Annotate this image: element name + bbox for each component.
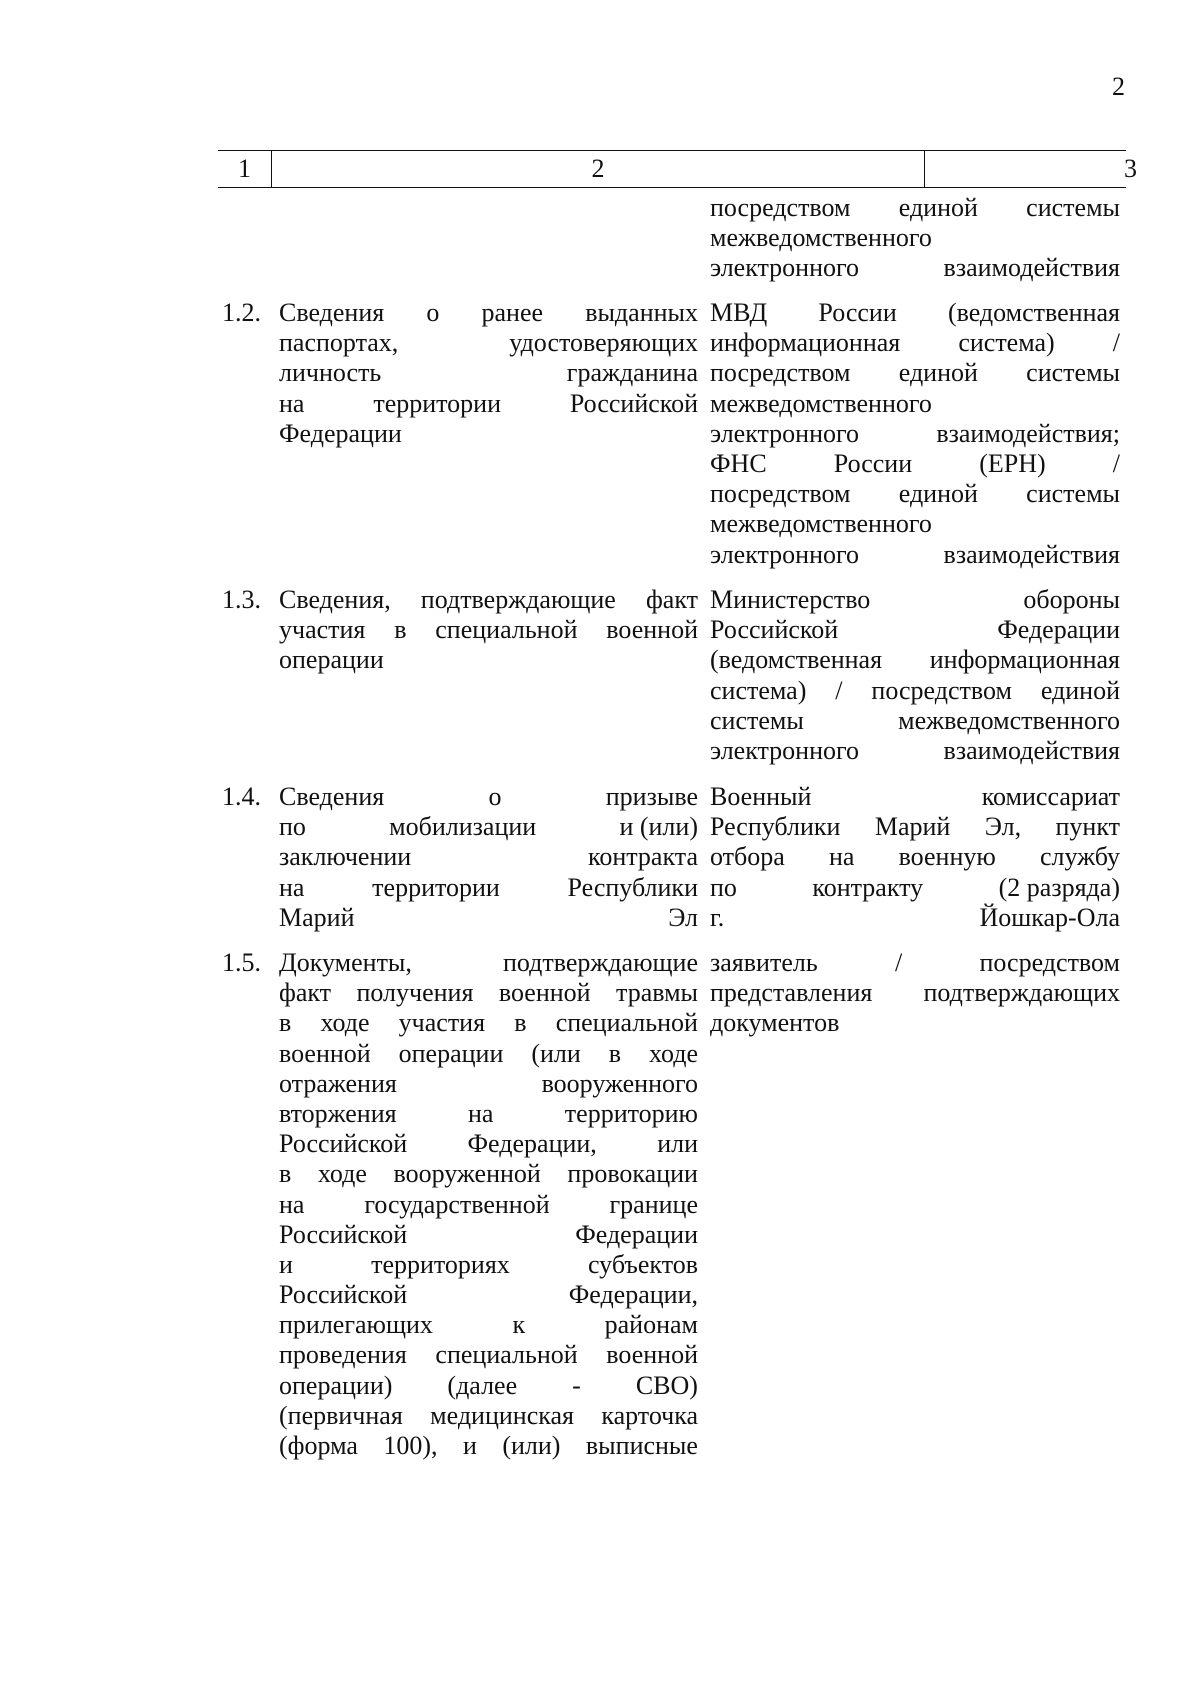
word: мобилизации — [389, 812, 537, 842]
description-line — [279, 1220, 698, 1250]
word: специальной — [435, 615, 578, 645]
word: выданных — [585, 298, 698, 327]
description-line — [279, 842, 698, 872]
word: межведомственного — [710, 388, 932, 418]
word: обороны — [1023, 585, 1120, 614]
word: специальной — [555, 1008, 698, 1038]
description-line — [279, 645, 698, 675]
description-line — [279, 615, 698, 645]
word: Марий Эл — [279, 902, 698, 932]
word: Республики — [710, 812, 841, 842]
word: военной — [498, 978, 591, 1008]
description-line — [279, 782, 698, 812]
row-0-source — [710, 193, 1120, 284]
word: паспортах, — [279, 328, 399, 358]
word: подтверждающих — [923, 978, 1120, 1008]
word: по — [279, 812, 306, 842]
word: подтверждающие — [502, 948, 698, 977]
word: границе — [609, 1189, 698, 1219]
source-line — [710, 328, 1120, 358]
word: межведомственного — [710, 223, 932, 253]
row-4-description — [279, 948, 698, 1461]
source-line — [710, 873, 1120, 903]
word: Российской — [279, 1280, 408, 1310]
word: специальной — [435, 1340, 578, 1370]
word: участия — [279, 615, 366, 645]
header-col-2: 2 — [271, 151, 925, 187]
word: электронного взаимодействия — [710, 539, 1120, 569]
word: медицинская — [430, 1400, 574, 1430]
source-line — [710, 479, 1120, 509]
source-line — [710, 948, 1120, 978]
word: комиссариат — [981, 782, 1120, 811]
word: система) — [958, 328, 1055, 358]
word: системы — [710, 705, 804, 735]
word: или — [657, 1129, 698, 1159]
description-line — [279, 1250, 698, 1280]
description-line — [279, 389, 698, 419]
page-number: 2 — [1112, 72, 1125, 101]
word: информационная — [929, 645, 1120, 675]
word: (2 разряда) — [998, 872, 1120, 902]
word: единой — [898, 358, 978, 388]
word: военную — [898, 842, 996, 872]
word: Федерации, — [467, 1129, 597, 1159]
source-line — [710, 615, 1120, 645]
word: вооруженного — [541, 1068, 698, 1098]
word: Эл, — [984, 812, 1022, 842]
word: Военный — [710, 782, 812, 811]
word: вторжения — [279, 1098, 397, 1128]
word: о — [488, 782, 502, 811]
description-line — [279, 1069, 698, 1099]
word: пункт — [1055, 812, 1120, 842]
word: Сведения — [279, 782, 385, 811]
word: (форма — [279, 1431, 358, 1460]
word: (далее — [447, 1370, 518, 1400]
word: операции) — [279, 1370, 393, 1400]
source-line — [710, 389, 1120, 419]
source-line — [710, 782, 1120, 812]
word: отражения — [279, 1068, 397, 1098]
word: о — [426, 298, 440, 327]
word: получения — [356, 978, 474, 1008]
word: единой — [1040, 675, 1120, 705]
word: посредством — [979, 948, 1120, 977]
word: ходе — [317, 1159, 367, 1189]
source-line — [710, 509, 1120, 539]
word: единой — [898, 479, 978, 509]
source-line — [710, 449, 1120, 479]
word: России — [833, 448, 913, 478]
word: документов — [710, 1008, 840, 1038]
word: территории — [372, 872, 500, 902]
table-header — [218, 150, 1137, 188]
word: травмы — [616, 978, 698, 1008]
word: в — [279, 1008, 292, 1038]
source-line — [710, 676, 1120, 706]
source-line — [710, 540, 1120, 570]
word: система) — [710, 675, 807, 705]
word: операции — [398, 1038, 504, 1068]
source-line — [710, 419, 1120, 449]
word: военной — [606, 615, 698, 645]
word: прилегающих — [279, 1310, 433, 1340]
word: Республики — [567, 872, 698, 902]
word: России — [818, 298, 897, 327]
source-line — [710, 223, 1120, 253]
word: на — [467, 1098, 494, 1128]
word: электронного взаимодействия — [710, 253, 1120, 283]
word: в — [394, 615, 407, 645]
word: контракту — [812, 872, 924, 902]
source-line — [710, 298, 1120, 328]
word: на — [279, 388, 305, 418]
word: системы — [1026, 358, 1120, 388]
word: военной — [279, 1038, 371, 1068]
row-number: 1.4. — [222, 782, 261, 811]
row-2-source — [710, 585, 1120, 766]
description-line — [279, 1280, 698, 1310]
word: на — [279, 1189, 305, 1219]
description-line — [279, 873, 698, 903]
word: (или) — [502, 1431, 561, 1460]
word: - — [572, 1370, 581, 1400]
word: (ведомственная — [947, 298, 1120, 327]
description-line — [279, 419, 698, 449]
source-line — [710, 253, 1120, 283]
row-1-source — [710, 298, 1120, 570]
word: территорию — [564, 1098, 698, 1128]
word: системы — [1026, 193, 1120, 222]
header-col-1: 1 — [238, 154, 251, 183]
word: к — [512, 1310, 526, 1340]
word: (ЕРН) — [979, 448, 1046, 478]
description-line — [279, 1431, 698, 1461]
description-line — [279, 328, 698, 358]
word: заявитель — [710, 948, 818, 977]
description-line — [279, 812, 698, 842]
description-line — [279, 1371, 698, 1401]
word: провокации — [567, 1159, 698, 1189]
source-line — [710, 736, 1120, 766]
word: МВД — [710, 298, 768, 327]
description-line — [279, 298, 698, 328]
row-number: 1.2. — [222, 298, 261, 327]
word: Российской — [569, 388, 698, 418]
word: в — [514, 1008, 527, 1038]
source-line — [710, 193, 1120, 223]
word: электронного взаимодействия — [710, 735, 1120, 765]
word: СВО) — [635, 1370, 698, 1400]
description-line — [279, 948, 698, 978]
word: субъектов — [587, 1249, 698, 1279]
description-line — [279, 1401, 698, 1431]
word: электронного взаимодействия; — [710, 418, 1120, 448]
word: карточка — [601, 1400, 698, 1430]
word: ходе — [320, 1008, 370, 1038]
word: Российской — [279, 1129, 408, 1159]
row-4-source — [710, 948, 1120, 1039]
word: территориях — [371, 1249, 510, 1279]
word: удостоверяющих — [509, 328, 698, 358]
word: контракта — [588, 842, 698, 872]
word: единой — [898, 193, 978, 222]
description-line — [279, 1039, 698, 1069]
word: вооруженной — [393, 1159, 541, 1189]
source-line — [710, 978, 1120, 1008]
word: / — [1112, 448, 1120, 478]
word: (первичная — [279, 1400, 403, 1430]
description-line — [279, 1008, 698, 1038]
word: и (или) — [619, 812, 698, 842]
description-line — [279, 1310, 698, 1340]
description-line — [279, 1129, 698, 1159]
word: Министерство — [710, 585, 871, 614]
word: ФНС — [710, 448, 767, 478]
word: на — [279, 872, 305, 902]
word: ходе — [648, 1038, 698, 1068]
description-line — [279, 358, 698, 388]
description-line — [279, 585, 698, 615]
word: выписные — [585, 1431, 698, 1460]
word: факт — [645, 585, 698, 614]
source-line — [710, 706, 1120, 736]
word: Федерации, — [568, 1280, 698, 1310]
word: районам — [604, 1310, 698, 1340]
word: государственной — [364, 1189, 550, 1219]
word: по — [710, 872, 737, 902]
row-1-description — [279, 298, 698, 449]
source-line — [710, 903, 1120, 933]
word: территории — [373, 388, 501, 418]
word: подтверждающие — [420, 585, 616, 614]
row-2-description — [279, 585, 698, 676]
word: и — [279, 1249, 293, 1279]
word: Федерации — [279, 418, 402, 448]
source-line — [710, 645, 1120, 675]
word: Российской — [710, 615, 839, 645]
description-line — [279, 978, 698, 1008]
row-number: 1.3. — [222, 585, 261, 614]
word: Федерации — [575, 1219, 698, 1249]
word: и — [462, 1431, 477, 1460]
word: Сведения, — [279, 585, 391, 614]
row-3-source — [710, 782, 1120, 933]
row-number: 1.5. — [222, 948, 261, 977]
word: в — [279, 1159, 292, 1189]
word: / — [835, 675, 843, 705]
word: Документы, — [279, 948, 412, 977]
header-col-3: 3 — [1124, 154, 1137, 183]
word: системы — [1026, 479, 1120, 509]
description-line — [279, 903, 698, 933]
word: межведомственного — [898, 705, 1120, 735]
word: / — [1112, 328, 1120, 358]
word: участия — [398, 1008, 486, 1038]
description-line — [279, 1190, 698, 1220]
source-line — [710, 585, 1120, 615]
word: в — [608, 1038, 622, 1068]
description-line — [279, 1340, 698, 1370]
word: операции — [279, 645, 384, 675]
word: посредством — [710, 358, 851, 388]
word: посредством — [710, 479, 851, 509]
description-line — [279, 1099, 698, 1129]
word: заключении — [279, 842, 412, 872]
word: представления — [710, 978, 873, 1008]
word: (ведомственная — [710, 645, 883, 675]
word: службу — [1039, 842, 1120, 872]
word: информационная — [710, 328, 901, 358]
word: межведомственного — [710, 509, 932, 539]
source-line — [710, 842, 1120, 872]
word: личность — [279, 358, 382, 388]
source-line — [710, 358, 1120, 388]
word: посредством — [710, 193, 851, 222]
row-3-description — [279, 782, 698, 933]
word: посредством — [871, 675, 1012, 705]
word: ранее — [481, 298, 544, 327]
word: отбора — [710, 842, 785, 872]
word: Российской — [279, 1219, 408, 1249]
word: Сведения — [279, 298, 385, 327]
word: Марий — [874, 812, 951, 842]
word: военной — [606, 1340, 698, 1370]
word: 100), — [383, 1431, 438, 1460]
word: (или — [531, 1038, 581, 1068]
source-line — [710, 812, 1120, 842]
source-line — [710, 1008, 1120, 1038]
word: / — [894, 948, 903, 977]
word: гражданина — [566, 358, 698, 388]
word: г. Йошкар-Ола — [710, 902, 1120, 932]
description-line — [279, 1159, 698, 1189]
word: призыве — [605, 782, 698, 811]
word: проведения — [279, 1340, 407, 1370]
word: Федерации — [997, 615, 1120, 645]
word: на — [828, 842, 855, 872]
word: факт — [279, 978, 332, 1008]
